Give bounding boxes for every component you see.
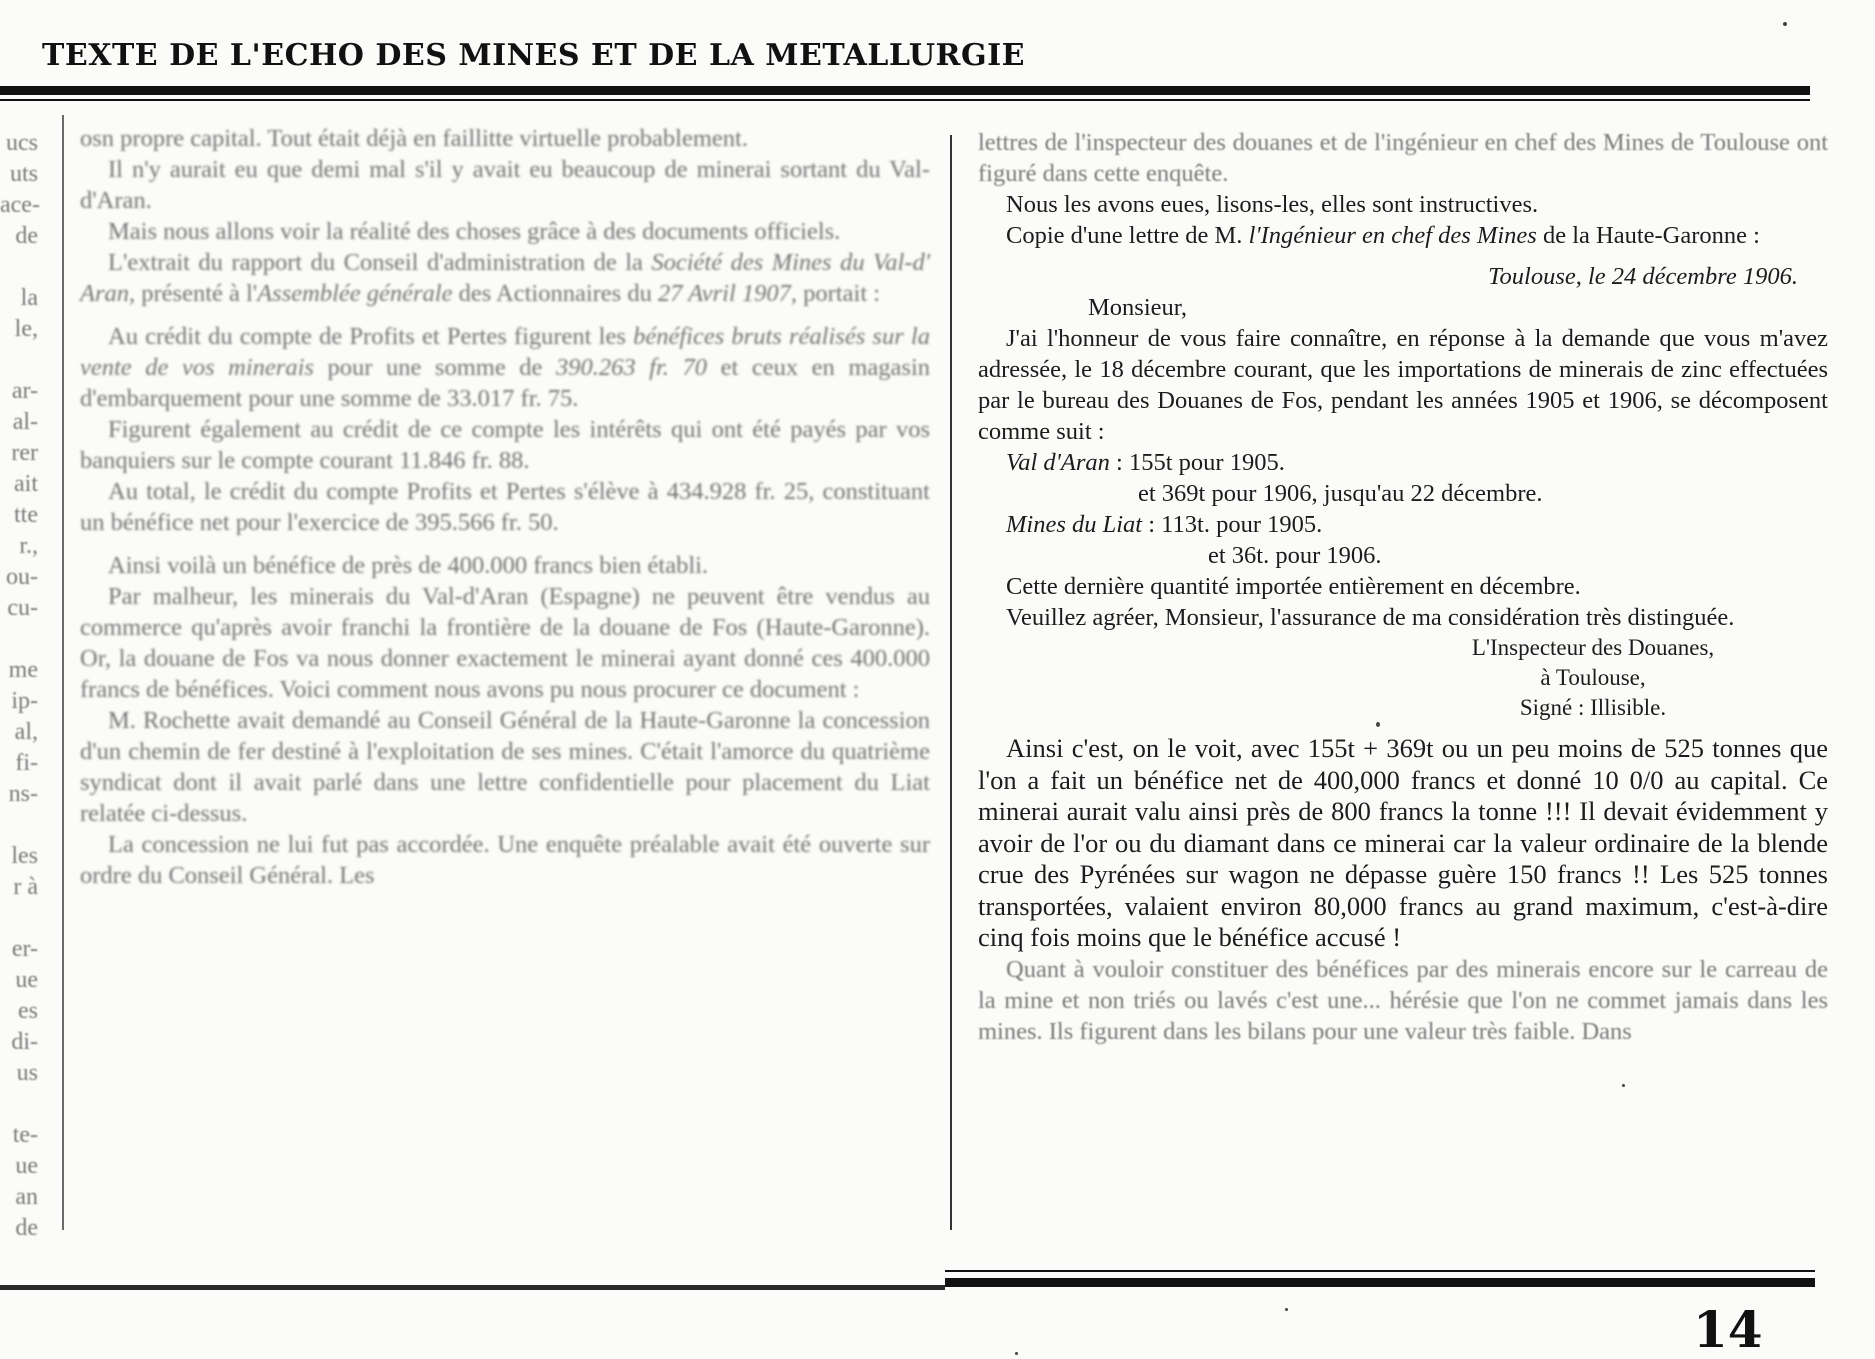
paragraph: Nous les avons eues, lisons-les, elles sont instructives.	[1006, 191, 1539, 218]
margin-fragment: de	[15, 223, 38, 249]
margin-fragment: te-	[12, 1122, 38, 1148]
margin-fragment: al-	[12, 409, 38, 435]
margin-fragment: de	[15, 1215, 38, 1241]
footer-rule-right	[945, 1278, 1815, 1287]
margin-fragment: di-	[11, 1029, 38, 1055]
scan-speck	[1376, 722, 1380, 727]
margin-fragment: fi-	[15, 750, 38, 776]
paragraph: Par malheur, les minerais du Val-d'Aran (Espagne) ne peuvent être vendus au commerce qu'après avoir franchi la frontière de la douane de Fos (Haute-Garonne). Or, la douane de Fos va nous donner exactement le minerai ayant donné ces 400.000 francs de bénéfices. Voici comment nous avons pu nous procurer ce document :	[80, 583, 930, 703]
paragraph: Mais nous allons voir la réalité des choses grâce à des documents officiels.	[108, 218, 841, 245]
margin-fragment: ue	[15, 967, 38, 993]
margin-fragment: al,	[14, 719, 38, 745]
margin-fragment: le,	[14, 316, 38, 342]
header-rule	[0, 86, 1810, 95]
margin-fragment	[0, 252, 42, 283]
paragraph: L'extrait du rapport du Conseil d'administration de la Société des Mines du Val-d' Aran, présenté à l'Assemblée générale des Actionnaires du 27 Avril 1907, portait :	[80, 249, 930, 307]
import-entry-liat-1906: et 36t. pour 1906.	[1208, 542, 1382, 569]
margin-fragment: r à	[13, 874, 38, 900]
margin-fragment: ar-	[11, 378, 38, 404]
margin-fragment	[0, 903, 42, 934]
import-entry-liat-1905: Mines du Liat : 113t. pour 1905.	[1006, 511, 1323, 538]
margin-fragment: ait	[14, 471, 38, 497]
import-entry-val-aran-1906: et 369t pour 1906, jusqu'au 22 décembre.	[1138, 480, 1543, 507]
quoted-paragraph: Figurent également au crédit de ce compte les intérêts qui ont été payés par vos banquiers sur le compte courant 11.846 fr. 88.	[80, 416, 930, 474]
margin-fragment: les	[11, 843, 38, 869]
running-head: TEXTE DE L'ECHO DES MINES ET DE LA METALLURGIE	[42, 38, 1025, 73]
margin-fragment: cu-	[7, 595, 38, 621]
analysis-paragraph: Ainsi c'est, on le voit, avec 155t + 369t ou un peu moins de 525 tonnes que l'on a fait un bénéfice net de 400,000 francs et donné 10 0/0 au capital. Ce minerai aurait valu ainsi près de 800 francs la tonne !!! Il devait évidemment y avoir de l'or ou du diamant dans ce minerai car la valeur ordinaire de la blende crue des Pyrénées sur wagon ne dépasse guère 150 francs !! Les 525 tonnes transportées, valaient environ 80,000 francs au grand maximum, c'est-à-dire cinq fois moins que le bénéfice accusé !	[978, 733, 1828, 952]
signature-block	[978, 633, 1828, 723]
paragraph: Ainsi voilà un bénéfice de près de 400.000 francs bien établi.	[108, 552, 709, 579]
paragraph: M. Rochette avait demandé au Conseil Général de la Haute-Garonne la concession d'un chemin de fer destiné à l'exploitation de ses mines. C'était l'amorce du quatrième syndicat dont il avait parlé dans une lettre confidentielle pour placement du Liat relatée ci-dessus.	[80, 707, 930, 827]
signature-line: Signé : Illisible.	[1519, 695, 1667, 720]
left-column	[80, 123, 930, 891]
signature-line: L'Inspecteur des Douanes,	[1471, 635, 1715, 660]
margin-fragment: er-	[11, 936, 38, 962]
letter-body: J'ai l'honneur de vous faire connaître, en réponse à la demande que vous m'avez adressée, le 18 décembre courant, que les importations de minerais de zinc effectuées par le bureau des Douanes de Fos, pendant les années 1905 et 1906, se décomposent comme suit :	[978, 325, 1828, 445]
margin-fragment: ue	[15, 1153, 38, 1179]
margin-fragment	[0, 810, 42, 841]
closing: Veuillez agréer, Monsieur, l'assurance de ma considération très distinguée.	[1006, 604, 1735, 631]
margin-fragment: ucs	[6, 130, 38, 156]
paragraph: Cette dernière quantité importée entièrement en décembre.	[1006, 573, 1581, 600]
scan-speck	[1015, 1352, 1018, 1355]
margin-fragment: ace-	[0, 192, 40, 218]
paragraph: Quant à vouloir constituer des bénéfices par des minerais encore sur le carreau de la mine et non triés ou lavés c'est une... hérésie que l'on ne commet jamais dans les mines. Ils figurent dans les bilans pour une valeur très faible. Dans	[978, 955, 1828, 1045]
margin-fragment	[0, 624, 42, 655]
margin-fragment: ou-	[6, 564, 38, 590]
signature-line: à Toulouse,	[1540, 665, 1646, 690]
header-rule-thin	[0, 99, 1810, 101]
margin-fragment: ip-	[11, 688, 38, 714]
margin-fragment	[0, 345, 42, 376]
paragraph: lettres de l'inspecteur des douanes et de l'ingénieur en chef des Mines de Toulouse ont figuré dans cette enquête.	[978, 129, 1828, 187]
margin-fragment: an	[15, 1184, 38, 1210]
margin-fragment	[0, 1089, 42, 1120]
paragraph: La concession ne lui fut pas accordée. Une enquête préalable avait été ouverte sur ordre du Conseil Général. Les	[80, 831, 930, 889]
scan-speck	[1285, 1308, 1288, 1311]
quoted-paragraph: Au crédit du compte de Profits et Pertes figurent les bénéfices bruts réalisés sur la vente de vos minerais pour une somme de 390.263 fr. 70 et ceux en magasin d'embarquement pour une somme de 33.017 fr. 75.	[80, 323, 931, 412]
margin-fragment: uts	[9, 161, 38, 187]
import-entry-val-aran-1905: Val d'Aran : 155t pour 1905.	[1006, 449, 1285, 476]
page-number: 14	[1693, 1300, 1763, 1359]
left-margin-stub	[0, 128, 42, 1244]
right-column	[978, 127, 1828, 1047]
scan-speck	[1783, 22, 1787, 26]
paragraph: Copie d'une lettre de M. l'Ingénieur en chef des Mines de la Haute-Garonne :	[1006, 222, 1760, 249]
scan-speck	[1622, 1084, 1625, 1087]
margin-fragment: r.,	[19, 533, 38, 559]
paragraph: osn propre capital. Tout était déjà en faillitte virtuelle probablement.	[80, 125, 748, 152]
margin-fragment: us	[16, 1060, 38, 1086]
paragraph: Il n'y aurait eu que demi mal s'il y avait eu beaucoup de minerai sortant du Val-d'Aran.	[80, 156, 930, 214]
margin-fragment: ns-	[8, 781, 38, 807]
margin-fragment: tte	[14, 502, 38, 528]
footer-rule	[0, 1285, 945, 1290]
salutation: Monsieur,	[1088, 294, 1188, 321]
margin-fragment: rer	[11, 440, 38, 466]
column-divider-left	[62, 115, 64, 1230]
margin-fragment: es	[18, 998, 38, 1024]
column-divider-center	[950, 135, 952, 1230]
margin-fragment: la	[20, 285, 38, 311]
dateline: Toulouse, le 24 décembre 1906.	[1488, 263, 1798, 290]
footer-rule-thin	[945, 1270, 1815, 1272]
quoted-paragraph: Au total, le crédit du compte Profits et Pertes s'élève à 434.928 fr. 25, constituant un bénéfice net pour l'exercice de 395.566 fr. 50.	[80, 478, 930, 536]
margin-fragment: me	[8, 657, 38, 683]
